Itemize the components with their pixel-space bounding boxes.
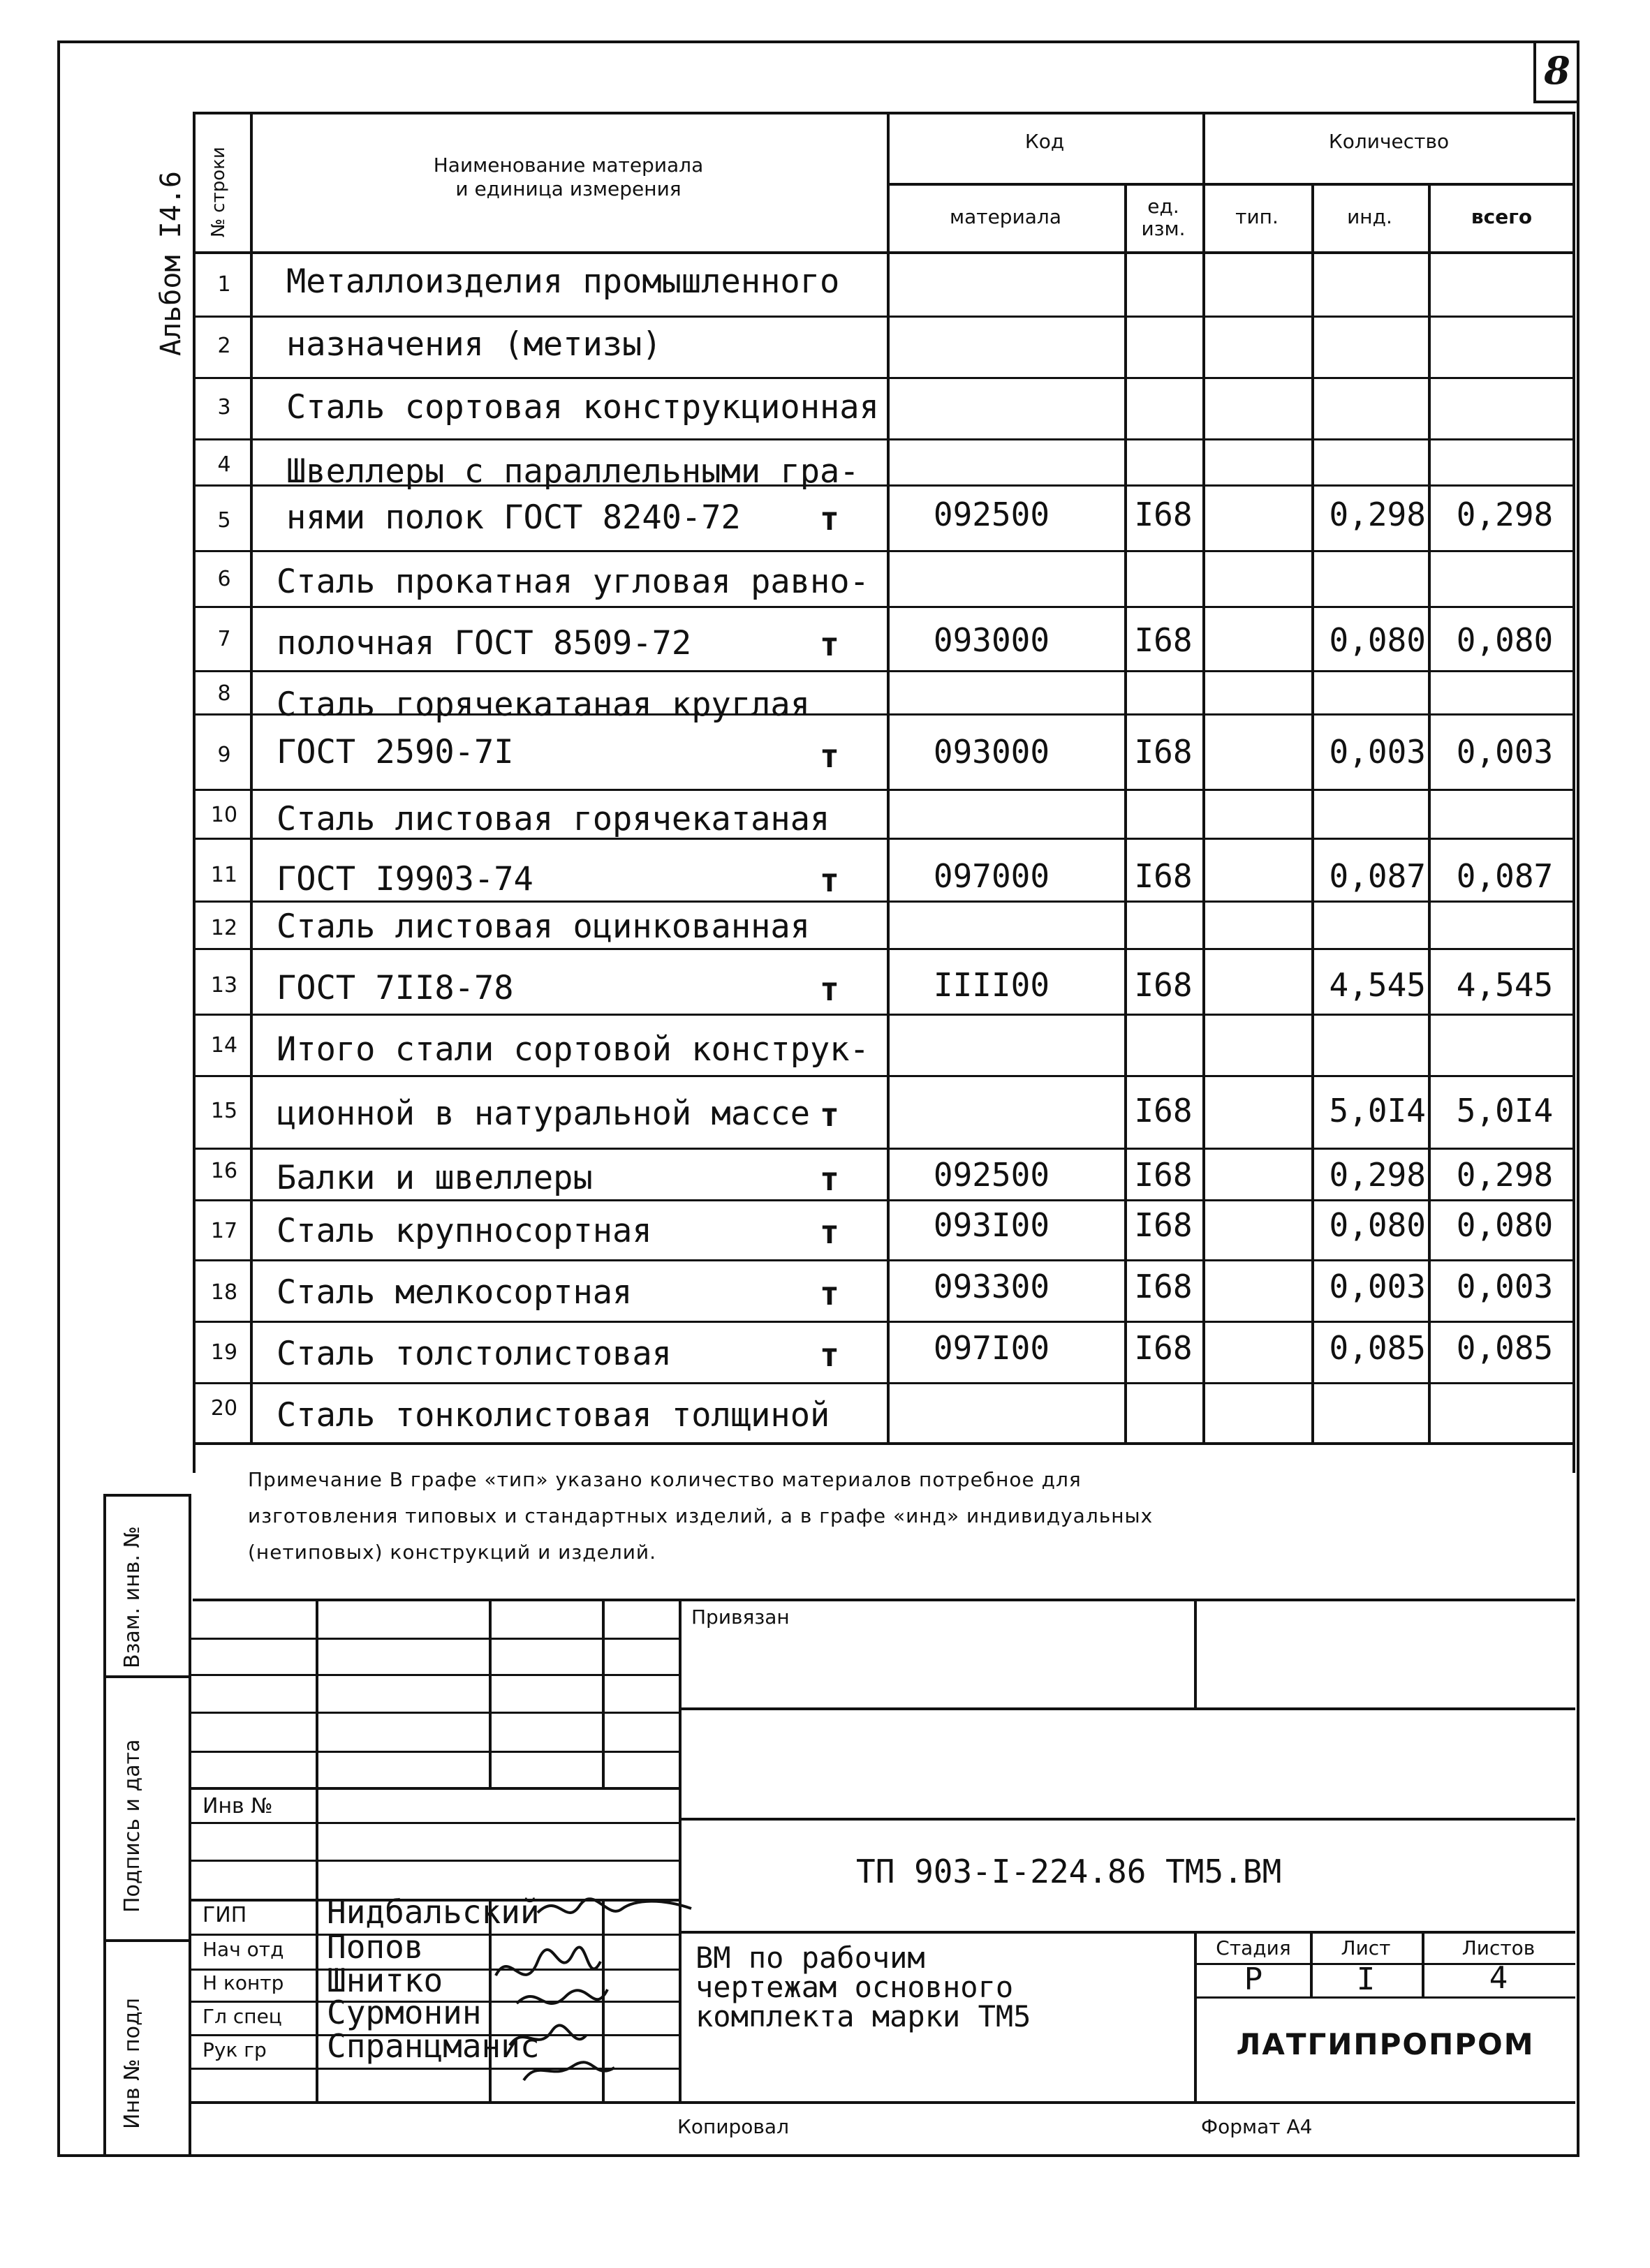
- row-name: Сталь горячекатаная круглая: [277, 685, 811, 724]
- row-name: Сталь тонколистовая толщиной: [277, 1396, 830, 1435]
- row-ed-izm: I68: [1134, 1329, 1193, 1367]
- row-qty-ind: 0,085: [1329, 1329, 1426, 1367]
- row-qty-total: 0,080: [1456, 621, 1554, 659]
- role-label: Гл спец: [202, 2005, 282, 2028]
- row-code: 092500: [933, 496, 1050, 533]
- row-name: ГОСТ I9903-74: [277, 860, 533, 898]
- inv-podl-label: Инв № подл: [120, 1998, 145, 2129]
- row-number: 13: [210, 973, 238, 998]
- role-person: Нидбальский: [327, 1893, 540, 1931]
- row-qty-total: 5,0I4: [1456, 1092, 1554, 1129]
- row-number: 20: [210, 1396, 238, 1421]
- sheets-label: Листов: [1461, 1936, 1535, 1959]
- row-unit: т: [820, 1275, 839, 1312]
- sheet-label: Лист: [1341, 1936, 1391, 1959]
- row-qty-total: 0,080: [1456, 1206, 1554, 1244]
- row-ed-izm: I68: [1134, 1268, 1193, 1305]
- row-number: 9: [217, 743, 231, 767]
- header-name: Наименование материала и единица измерения: [433, 154, 704, 200]
- row-name: ГОСТ 2590-7I: [277, 733, 514, 771]
- role-label: Рук гр: [202, 2038, 267, 2061]
- row-name: Итого стали сортовой конструк-: [277, 1030, 869, 1069]
- role-person: Шнитко: [327, 1962, 443, 1999]
- row-number: 4: [217, 452, 231, 477]
- podpis-data-label: Подпись и дата: [120, 1739, 145, 1913]
- row-name: Сталь сортовая конструкционная: [286, 388, 879, 427]
- row-code: 093000: [933, 621, 1050, 659]
- row-unit: т: [820, 737, 839, 775]
- row-unit: т: [820, 861, 839, 899]
- row-number: 3: [217, 395, 231, 420]
- header-qty-ind: инд.: [1347, 205, 1392, 228]
- header-row-no: № строки: [208, 147, 229, 237]
- row-qty-ind: 0,298: [1329, 1156, 1426, 1194]
- row-number: 1: [217, 272, 231, 297]
- row-name: нями полок ГОСТ 8240-72: [286, 498, 741, 537]
- row-name: полочная ГОСТ 8509-72: [277, 624, 692, 662]
- row-code: 097I00: [933, 1329, 1050, 1367]
- row-code: 093I00: [933, 1206, 1050, 1244]
- role-person: Сурмонин: [327, 1994, 482, 2031]
- row-name: ГОСТ 7II8-78: [277, 969, 514, 1007]
- note-line: (нетиповых) конструкций и изделий.: [248, 1541, 657, 1564]
- vzam-inv-label: Взам. инв. №: [120, 1526, 145, 1668]
- row-ed-izm: I68: [1134, 966, 1193, 1004]
- row-name: ционной в натуральной массе: [277, 1095, 811, 1133]
- row-code: 097000: [933, 857, 1050, 895]
- row-number: 11: [210, 863, 238, 887]
- role-label: Н контр: [202, 1971, 284, 1994]
- header-code: Код: [1024, 130, 1065, 153]
- row-ed-izm: I68: [1134, 1206, 1193, 1244]
- row-unit: т: [820, 625, 839, 663]
- document-code: ТП 903-I-224.86 ТМ5.ВМ: [856, 1853, 1282, 1890]
- header-quantity: Количество: [1328, 130, 1450, 153]
- document-description: ВМ по рабочим чертежам основного комплекта марки ТМ5: [695, 1941, 1031, 2033]
- header-qty-typ: тип.: [1235, 205, 1279, 228]
- copied-label: Копировал: [677, 2115, 789, 2138]
- row-qty-total: 0,298: [1456, 1156, 1554, 1194]
- privyazan-label: Привязан: [691, 1606, 790, 1629]
- inv-no-label: Инв №: [202, 1794, 273, 1818]
- row-number: 15: [210, 1099, 238, 1123]
- sheet-number: 8: [1533, 40, 1578, 103]
- row-name: Сталь листовая оцинкованная: [277, 907, 811, 946]
- row-name: Сталь прокатная угловая равно-: [277, 563, 869, 601]
- row-name: Швеллеры с параллельными гра-: [286, 452, 860, 491]
- stage-label: Стадия: [1216, 1936, 1291, 1959]
- row-qty-ind: 0,080: [1329, 621, 1426, 659]
- row-number: 19: [210, 1340, 238, 1365]
- header-code-material: материала: [949, 205, 1061, 228]
- row-unit: т: [820, 1096, 839, 1134]
- row-name: Сталь крупносортная: [277, 1212, 652, 1250]
- header-code-unit: ед. изм.: [1141, 195, 1186, 240]
- row-code: IIII00: [933, 966, 1050, 1004]
- row-name: Сталь мелкосортная: [277, 1273, 633, 1312]
- row-qty-ind: 0,080: [1329, 1206, 1426, 1244]
- album-label: Альбом I4.6: [155, 171, 187, 356]
- sheets-value: 4: [1489, 1960, 1508, 1996]
- row-ed-izm: I68: [1134, 496, 1193, 533]
- row-name: Сталь толстолистовая: [277, 1335, 672, 1373]
- row-code: 093300: [933, 1268, 1050, 1305]
- stage-value: Р: [1244, 1962, 1263, 1997]
- row-number: 5: [217, 508, 231, 533]
- row-unit: т: [820, 1213, 839, 1251]
- row-number: 2: [217, 334, 231, 358]
- row-qty-ind: 0,003: [1329, 733, 1426, 771]
- row-name: Сталь листовая горячекатаная: [277, 800, 830, 838]
- header-qty-total: всего: [1471, 205, 1533, 228]
- row-unit: т: [820, 500, 839, 538]
- row-name: Металлоизделия промышленного: [286, 262, 840, 301]
- row-qty-total: 0,087: [1456, 857, 1554, 895]
- row-name: Балки и швеллеры: [277, 1159, 593, 1197]
- row-number: 16: [210, 1159, 238, 1183]
- row-number: 8: [217, 681, 231, 706]
- row-number: 14: [210, 1033, 238, 1058]
- row-qty-ind: 4,545: [1329, 966, 1426, 1004]
- role-label: Нач отд: [202, 1938, 284, 1961]
- row-ed-izm: I68: [1134, 621, 1193, 659]
- row-qty-ind: 0,298: [1329, 496, 1426, 533]
- row-code: 092500: [933, 1156, 1050, 1194]
- row-number: 18: [210, 1280, 238, 1305]
- sheet-value: I: [1356, 1962, 1376, 1997]
- row-ed-izm: I68: [1134, 733, 1193, 771]
- note-line: изготовления типовых и стандартных изделий, а в графе «инд» индивидуальных: [248, 1504, 1154, 1527]
- row-qty-ind: 5,0I4: [1329, 1092, 1426, 1129]
- role-person: Спранцманис: [327, 2027, 540, 2065]
- row-qty-ind: 0,087: [1329, 857, 1426, 895]
- row-name: назначения (метизы): [286, 325, 662, 364]
- row-ed-izm: I68: [1134, 1156, 1193, 1194]
- row-qty-ind: 0,003: [1329, 1268, 1426, 1305]
- row-qty-total: 0,298: [1456, 496, 1554, 533]
- row-number: 10: [210, 803, 238, 827]
- row-code: 093000: [933, 733, 1050, 771]
- row-number: 12: [210, 916, 238, 940]
- row-number: 17: [210, 1219, 238, 1243]
- row-qty-total: 4,545: [1456, 966, 1554, 1004]
- role-label: ГИП: [202, 1903, 247, 1927]
- row-ed-izm: I68: [1134, 1092, 1193, 1129]
- row-qty-total: 0,003: [1456, 733, 1554, 771]
- note-block: [248, 1462, 1568, 1571]
- row-number: 6: [217, 567, 231, 591]
- row-unit: т: [820, 970, 839, 1008]
- row-qty-total: 0,003: [1456, 1268, 1554, 1305]
- row-qty-total: 0,085: [1456, 1329, 1554, 1367]
- organization-name: ЛАТГИПРОПРОМ: [1236, 2027, 1535, 2061]
- row-number: 7: [217, 627, 231, 651]
- note-line: Примечание В графе «тип» указано количество материалов потребное для: [248, 1468, 1082, 1491]
- row-unit: т: [820, 1160, 839, 1198]
- format-label: Формат А4: [1201, 2115, 1313, 2138]
- row-ed-izm: I68: [1134, 857, 1193, 895]
- role-person: Попов: [327, 1928, 424, 1966]
- row-unit: т: [820, 1336, 839, 1374]
